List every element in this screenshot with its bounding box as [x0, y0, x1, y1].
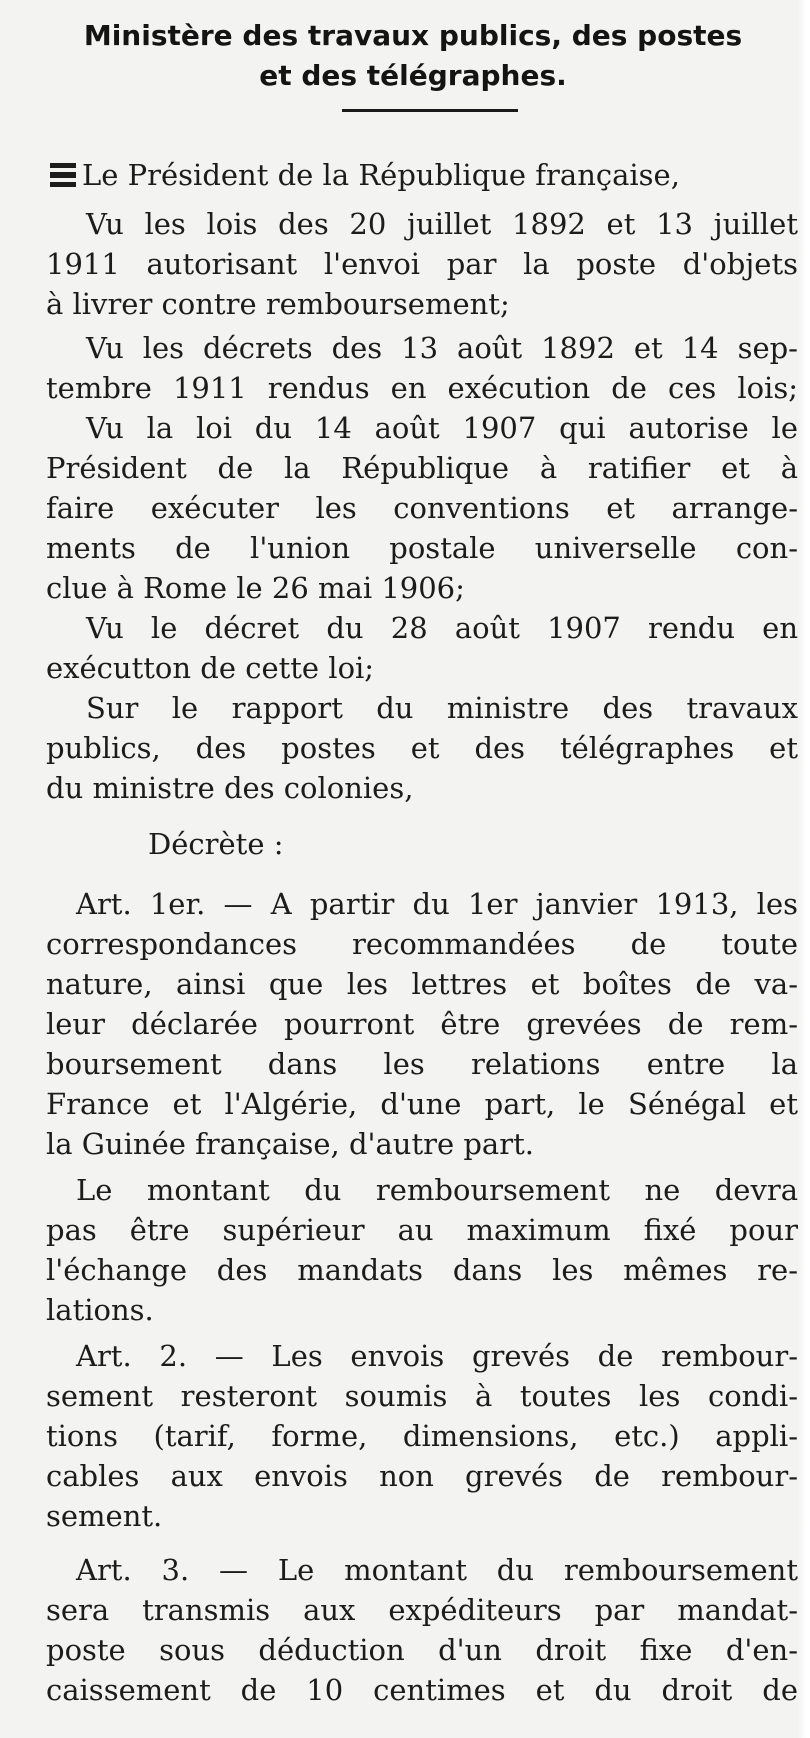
- text-line: correspondances recommandées de toute: [46, 927, 798, 961]
- heading-line-1: Ministère des travaux publics, des postes: [83, 19, 743, 52]
- text-line: la Guinée française, d'autre part.: [46, 1127, 534, 1161]
- text-line: Président de la République à ratifier et à: [46, 451, 798, 485]
- text-line: caissement de 10 centimes et du droit de: [46, 1673, 798, 1707]
- text-line: cables aux envois non grevés de rembour-: [46, 1459, 798, 1493]
- text-line: sement.: [46, 1499, 163, 1533]
- text-line: 1911 autorisant l'envoi par la poste d'objets: [46, 247, 798, 281]
- text-line: sement resteront soumis à toutes les condi-: [46, 1379, 798, 1413]
- text-line: à livrer contre remboursement;: [46, 287, 510, 321]
- ornament-icon: [50, 163, 76, 187]
- text-line: Sur le rapport du ministre des travaux: [86, 691, 798, 725]
- text-line: Vu le décret du 28 août 1907 rendu en: [86, 611, 798, 645]
- text-line: clue à Rome le 26 mai 1906;: [46, 571, 465, 605]
- decree-label: Décrète :: [148, 827, 284, 861]
- text-line: boursement dans les relations entre la: [46, 1047, 798, 1081]
- text-line: leur déclarée pourront être grevées de rem-: [46, 1007, 798, 1041]
- text-line: Vu les lois des 20 juillet 1892 et 13 juillet: [86, 207, 798, 241]
- text-line: Vu les décrets des 13 août 1892 et 14 sep-: [86, 331, 798, 365]
- text-line: l'échange des mandats dans les mêmes re-: [46, 1253, 798, 1287]
- heading-line-2: et des télégraphes.: [259, 59, 567, 92]
- text-line: France et l'Algérie, d'une part, le Sénégal et: [46, 1087, 798, 1121]
- text-line: lations.: [46, 1293, 154, 1327]
- text-line: tions (tarif, forme, dimensions, etc.) appli-: [46, 1419, 798, 1453]
- text-line: pas être supérieur au maximum fixé pour: [46, 1213, 798, 1247]
- text-line: Le montant du remboursement ne devra: [76, 1173, 798, 1207]
- text-line: tembre 1911 rendus en exécution de ces lois;: [46, 371, 798, 405]
- text-line: faire exécuter les conventions et arrange-: [46, 491, 798, 525]
- article-3-first-line: Art. 3. — Le montant du remboursement: [76, 1553, 798, 1587]
- text-line: exécutton de cette loi;: [46, 651, 375, 685]
- heading-rule: [342, 109, 518, 112]
- text-line: ments de l'union postale universelle con-: [46, 531, 798, 565]
- article-2-first-line: Art. 2. — Les envois grevés de rembour-: [76, 1339, 798, 1373]
- text-line-content: Le Président de la République française,: [82, 158, 680, 192]
- text-line: [50, 157, 794, 194]
- text-line: du ministre des colonies,: [46, 771, 414, 805]
- text-line: Vu la loi du 14 août 1907 qui autorise le: [86, 411, 798, 445]
- text-line: poste sous déduction d'un droit fixe d'en-: [46, 1633, 798, 1667]
- text-line: nature, ainsi que les lettres et boîtes de va-: [46, 967, 798, 1001]
- text-line: sera transmis aux expéditeurs par mandat-: [46, 1593, 798, 1627]
- article-1-first-line: Art. 1er. — A partir du 1er janvier 1913, les: [76, 887, 798, 921]
- text-line: publics, des postes et des télégraphes et: [46, 731, 798, 765]
